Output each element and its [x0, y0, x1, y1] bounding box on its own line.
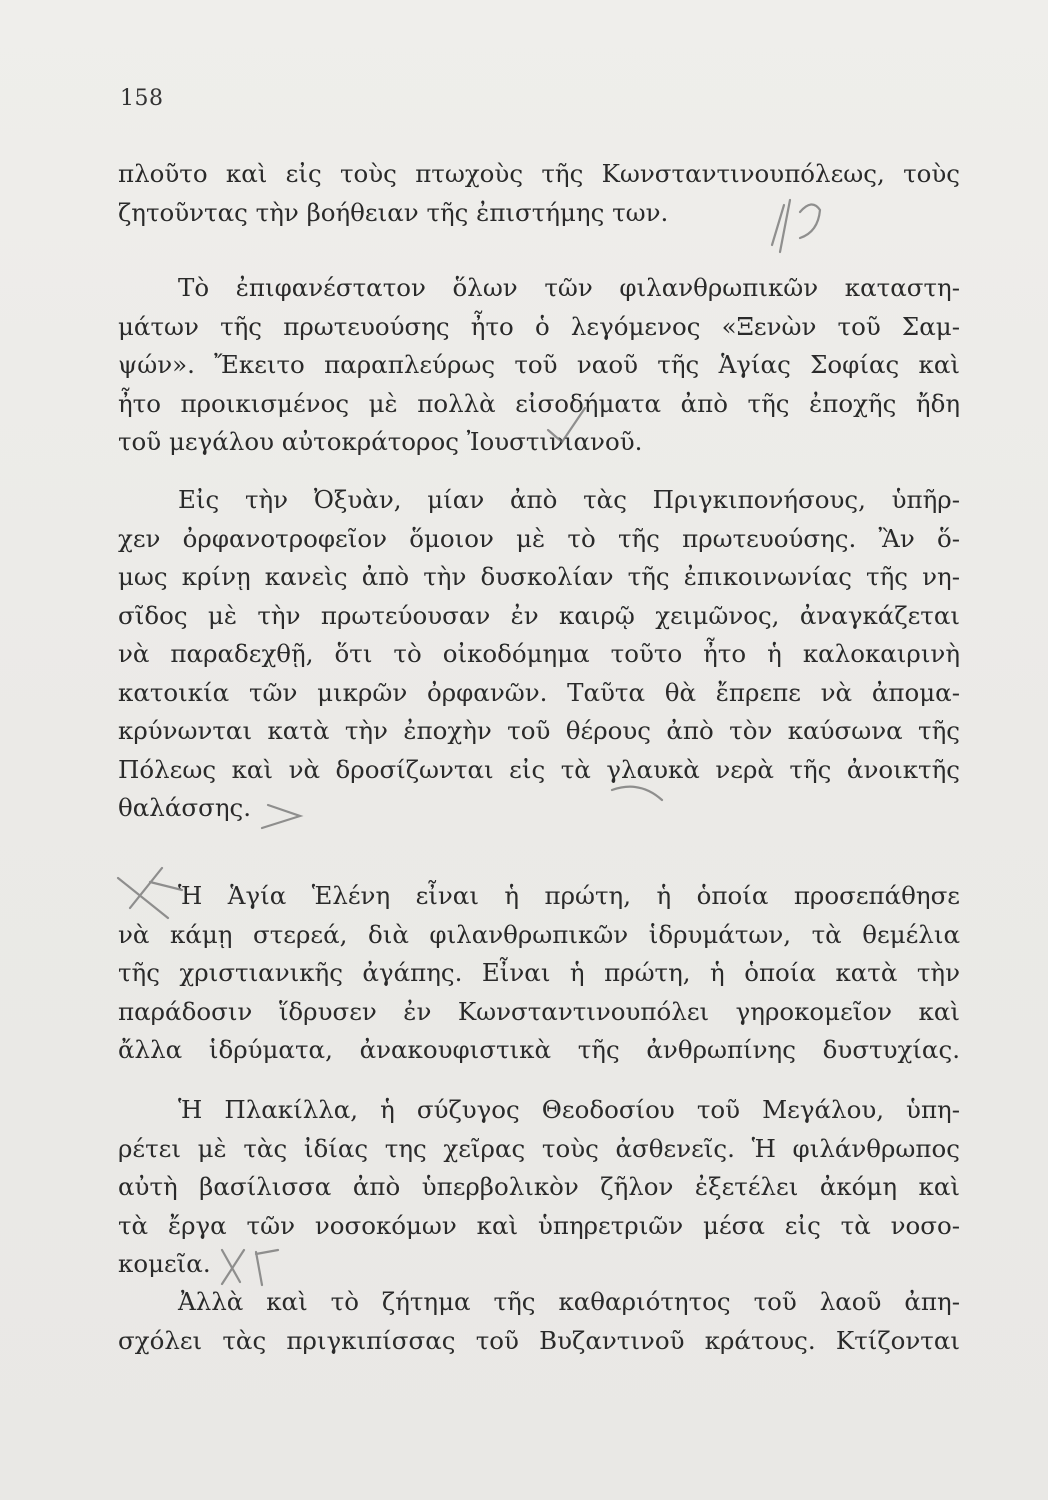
text-line: νὰ κάμῃ στερεά, διὰ φιλανθρωπικῶν ἱδρυμάτων, τὰ θεμέλια: [118, 919, 960, 949]
paragraph-1: [118, 155, 960, 232]
paragraph-4: [118, 877, 960, 1070]
text-line: κομεῖα.: [118, 1249, 211, 1278]
text-line: κρύνωνται κατὰ τὴν ἐποχὴν τοῦ θέρους ἀπὸ τὸν καύσωνα τῆς: [118, 716, 960, 745]
text-line: ρέτει μὲ τὰς ἰδίας της χεῖρας τοὺς ἀσθενεῖς. Ἡ φιλάνθρωπος: [118, 1133, 960, 1163]
text-line: τὰ ἔργα τῶν νοσοκόμων καὶ ὑπηρετριῶν μέσα εἰς τὰ νοσο-: [118, 1210, 960, 1240]
text-line: σῖδος μὲ τὴν πρωτεύουσαν ἐν καιρῷ χειμῶνος, ἀναγκάζεται: [118, 600, 960, 630]
text-line: μάτων τῆς πρωτευούσης ἦτο ὁ λεγόμενος «Ξενὼν τοῦ Σαμ-: [118, 311, 960, 341]
text-line: σχόλει τὰς πριγκιπίσσας τοῦ Βυζαντινοῦ κράτους. Κτίζονται: [118, 1325, 960, 1355]
text-line: ἄλλα ἱδρύματα, ἀνακουφιστικὰ τῆς ἀνθρωπίνης δυστυχίας.: [118, 1035, 960, 1064]
text-line: Ἡ Πλακίλλα, ἡ σύζυγος Θεοδοσίου τοῦ Μεγάλου, ὑπη-: [178, 1095, 960, 1124]
text-line: αὐτὴ βασίλισσα ἀπὸ ὑπερβολικὸν ζῆλον ἐξετέλει ἀκόμη καὶ: [118, 1172, 960, 1201]
text-line: Τὸ ἐπιφανέστατον ὅλων τῶν φιλανθρωπικῶν καταστη-: [178, 273, 960, 302]
text-line: χεν ὀρφανοτροφεῖον ὅμοιον μὲ τὸ τῆς πρωτευούσης. Ἂν ὅ-: [118, 523, 960, 553]
text-line: κατοικία τῶν μικρῶν ὀρφανῶν. Ταῦτα θὰ ἔπρεπε νὰ ἀπομα-: [118, 677, 960, 707]
text-line: Πόλεως καὶ νὰ δροσίζωνται εἰς τὰ γλαυκὰ νερὰ τῆς ἀνοικτῆς: [118, 754, 960, 784]
text-line: ἦτο προικισμένος μὲ πολλὰ εἰσοδήματα ἀπὸ τῆς ἐποχῆς ἤδη: [118, 388, 960, 418]
text-line: Ἀλλὰ καὶ τὸ ζήτημα τῆς καθαριότητος τοῦ λαοῦ ἀπη-: [178, 1287, 960, 1316]
paragraph-6: [118, 1283, 960, 1360]
text-line: θαλάσσης.: [118, 793, 252, 822]
paragraph-3: [118, 481, 960, 828]
text-line: ζητοῦντας τὴν βοήθειαν τῆς ἐπιστήμης των.: [118, 197, 669, 227]
text-line: μως κρίνῃ κανεὶς ἀπὸ τὴν δυσκολίαν τῆς ἐπικοινωνίας τῆς νη-: [118, 562, 960, 591]
text-line: τῆς χριστιανικῆς ἀγάπης. Εἶναι ἡ πρώτη, ἡ ὁποία κατὰ τὴν: [118, 958, 960, 987]
text-line: Εἰς τὴν Ὀξυὰν, μίαν ἀπὸ τὰς Πριγκιπονήσους, ὑπῆρ-: [178, 485, 960, 514]
text-line: τοῦ μεγάλου αὐτοκράτορος Ἰουστινιανοῦ.: [118, 427, 643, 456]
text-line: πλοῦτο καὶ εἰς τοὺς πτωχοὺς τῆς Κωνσταντινουπόλεως, τοὺς: [118, 159, 960, 188]
text-line: ψών». Ἔκειτο παραπλεύρως τοῦ ναοῦ τῆς Ἁγίας Σοφίας καὶ: [118, 350, 960, 379]
paragraph-2: [118, 269, 960, 462]
text-line: παράδοσιν ἵδρυσεν ἐν Κωνσταντινουπόλει γηροκομεῖον καὶ: [118, 996, 960, 1026]
text-line: Ἡ Ἁγία Ἑλένη εἶναι ἡ πρώτη, ἡ ὁποία προσεπάθησε: [178, 881, 960, 910]
text-line: νὰ παραδεχθῇ, ὅτι τὸ οἰκοδόμημα τοῦτο ἦτο ἡ καλοκαιρινὴ: [118, 639, 960, 668]
paragraph-5: [118, 1091, 960, 1284]
page-number: 158: [120, 86, 164, 111]
